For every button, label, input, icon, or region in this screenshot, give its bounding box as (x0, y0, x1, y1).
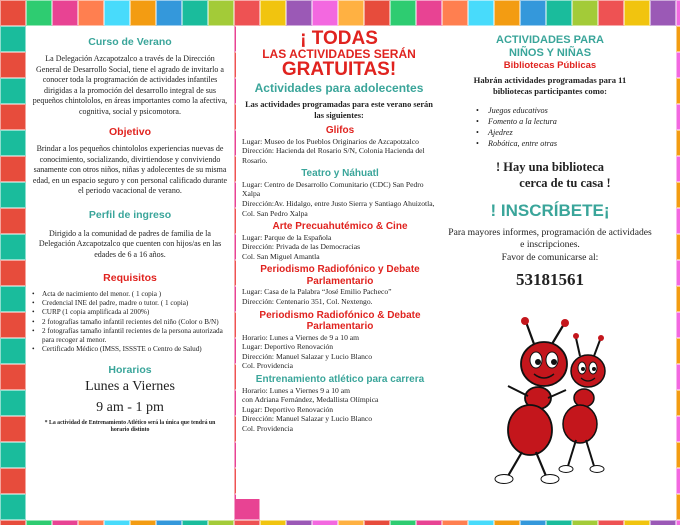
activity-title: Entrenamiento atlético para carrera (255, 374, 425, 385)
activity-title: Arte Precuahutémico & Cine (272, 221, 408, 233)
border-tile (156, 0, 182, 26)
curso-text: La Delegación Azcapotzalco a través de la Dirección General de Desarrollo Social, tiene el agrado de invitarlo a conocer toda la programación de actividades infantiles dirigidas a la promoción del desarrollo integral de sus pequeños chintololos, en áreas importantes como la afectiva, cognitiva, social y psicomotora. (32, 54, 228, 116)
border-tile (0, 520, 26, 525)
border-tile (312, 520, 338, 525)
requisito-item: • Credencial INE del padre, madre o tutor. ( 1 copia) (30, 299, 230, 308)
border-tile (364, 0, 390, 26)
border-tile (130, 520, 156, 525)
border-tile (78, 0, 104, 26)
border-tile (676, 0, 680, 26)
activity-detail: Col. San Miguel Amantla (242, 251, 320, 261)
phone-number: 53181561 (516, 270, 584, 289)
border-tile (676, 104, 680, 130)
border-tile (0, 156, 26, 182)
border-tile (0, 390, 26, 416)
activity-item: • Ajedrez (476, 127, 654, 138)
banner-line-2: LAS ACTIVIDADES SERÁN (262, 47, 416, 61)
border-tile (572, 0, 598, 26)
border-tile (104, 0, 130, 26)
activity-detail: con Adriana Fernández, Medallista Olímpica (242, 395, 379, 405)
curso-title: Curso de Verano (88, 36, 172, 48)
inscribete-heading: ! INSCRÍBETE¡ (490, 201, 610, 220)
bibliotecas-intro: Habrán actividades programadas para 11 bibliotecas participantes como: (473, 75, 627, 96)
border-tile (676, 390, 680, 416)
border-tile (286, 520, 312, 525)
border-tile (598, 0, 624, 26)
horarios-time: 9 am - 1 pm (96, 400, 164, 416)
border-tile (0, 26, 26, 52)
activity-detail: Lugar: Parque de la Española (242, 232, 332, 242)
border-tile (130, 0, 156, 26)
border-tile (520, 0, 546, 26)
activity-detail: Horario: Lunes a Viernes 9 a 10 am (242, 385, 351, 395)
activity-detail: Dirección: Hacienda del Rosario S/N, Colonia Hacienda del Rosario. (242, 146, 425, 165)
border-tile (442, 520, 468, 525)
border-tile (208, 520, 234, 525)
info-text: Para mayores informes, programación de actividades e inscripciones. (448, 227, 652, 250)
border-tile (0, 286, 26, 312)
border-tile (0, 0, 26, 26)
border-tile (52, 520, 78, 525)
border-tile (26, 0, 52, 26)
border-tile (624, 0, 650, 26)
middle-panel (236, 26, 442, 499)
border-tile (364, 520, 390, 525)
horarios-title: Horarios (108, 364, 152, 377)
activity-detail: Lugar: Museo de los Pueblos Originarios de Azcapotzalco (242, 136, 419, 146)
border-tile (546, 0, 572, 26)
perfil-text: Dirigido a la comunidad de padres de familia de la Delegación Azcapotzalco que cuenten con hijos/as en las edades de 6 a 16 años. (38, 228, 222, 259)
border-tile (676, 78, 680, 104)
border-tile (598, 520, 624, 525)
activity-detail: Lugar: Centro de Desarrollo Comunitario (CDC) San Pedro Xalpa (242, 179, 424, 199)
border-tile (260, 0, 286, 26)
activity-detail: Dirección: Manuel Salazar y Lucio Blanco (242, 414, 373, 424)
activity-title: Periodismo Radiofónico y Debate Parlamentario (260, 264, 420, 287)
border-tile (0, 468, 26, 494)
horarios-days: Lunes a Viernes (85, 379, 175, 395)
activity-items (476, 105, 654, 149)
border-tile (0, 312, 26, 338)
border-tile (0, 442, 26, 468)
banner-line-1: ¡ TODAS (300, 28, 378, 49)
activity-detail: Lugar: Casa de la Palabra “José Emilio Pacheco” (242, 287, 392, 297)
border-tile (676, 260, 680, 286)
favor-text: Favor de comunicarse al: (501, 252, 599, 263)
biblioteca-line-2: cerca de tu casa ! (519, 176, 611, 190)
requisitos-title: Requisitos (103, 272, 157, 284)
activity-title: Glifos (325, 125, 355, 136)
border-tile (676, 312, 680, 338)
requisito-item: • 2 fotografías tamaño infantil recientes del niño (Color o B/N) (30, 318, 230, 327)
border-tile (0, 260, 26, 286)
border-tile (338, 520, 364, 525)
border-tile (520, 520, 546, 525)
border-tile (468, 520, 494, 525)
right-panel (446, 26, 654, 499)
border-tile (624, 520, 650, 525)
border-tile (676, 364, 680, 390)
border-tile (468, 0, 494, 26)
activity-detail: Col. Providencia (242, 423, 294, 433)
border-tile (182, 520, 208, 525)
border-tile (390, 520, 416, 525)
small-ant-icon (559, 333, 605, 473)
border-tile (0, 52, 26, 78)
border-tile (0, 234, 26, 260)
border-tile (676, 234, 680, 260)
activity-title: Teatro y Náhuatl (301, 168, 379, 180)
border-tile (0, 364, 26, 390)
banner-line-3: GRATUITAS! (281, 59, 397, 80)
border-tile (234, 0, 260, 26)
requisitos-list (30, 290, 230, 354)
activity-item: • Robótica, entre otras (476, 138, 654, 149)
border-tile (0, 182, 26, 208)
border-tile (650, 520, 676, 525)
activity-item: • Fomento a la lectura (476, 116, 654, 127)
border-tile (182, 0, 208, 26)
perfil-title: Perfil de ingreso (88, 208, 172, 221)
border-tile (78, 520, 104, 525)
objetivo-text: Brindar a los pequeños chintololos experiencias nuevas de conocimiento, socializando, divirtiendose y conviviendo sanamente con otros niños, niñas y adolecentes de su misma edad, en un espacio seguro y con personal calificado durante el periodo vacacional de verano. (32, 144, 228, 195)
border-tile (416, 0, 442, 26)
border-tile (286, 0, 312, 26)
border-tile (676, 182, 680, 208)
objetivo-title: Objetivo (108, 126, 151, 138)
border-tile (104, 520, 130, 525)
border-tile (676, 494, 680, 520)
border-tile (0, 208, 26, 234)
activity-title: Periodismo Radiofónico & Debate Parlamentario (259, 309, 421, 333)
border-tile (676, 130, 680, 156)
bibliotecas-subtitle: Bibliotecas Públicas (503, 60, 597, 71)
requisito-item: • Acta de nacimiento del menor. ( 1 copia ) (30, 290, 230, 299)
requisito-item: • 2 fotografías tamaño infantil recientes de la persona autorizada para recoger al menor. (30, 327, 230, 345)
biblioteca-line-1: ! Hay una biblioteca (496, 160, 604, 174)
border-tile (312, 0, 338, 26)
activity-detail: Dirección: Privada de las Democracias (242, 242, 361, 252)
border-tile (494, 0, 520, 26)
border-tile (546, 520, 572, 525)
border-tile (572, 520, 598, 525)
border-tile (52, 0, 78, 26)
activity-detail: Dirección:Av. Hidalgo, entre Justo Sierra y Santiago Ahuizotla, Col. San Pedro Xalpa (242, 198, 435, 218)
border-tile (260, 520, 286, 525)
activity-item: • Juegos educativos (476, 105, 654, 116)
activity-detail: Lugar: Deportivo Renovación (242, 404, 334, 414)
border-tile (0, 416, 26, 442)
border-tile (234, 520, 260, 525)
border-tile (0, 78, 26, 104)
activities-intro: Las actividades programadas para este verano serán las siguientes: (245, 100, 433, 120)
activity-detail: Horario: Lunes a Viernes de 9 a 10 am (242, 332, 360, 342)
left-panel (26, 26, 234, 499)
activity-detail: Dirección: Centenario 351, Col. Nextengo. (242, 297, 373, 307)
border-tile (0, 494, 26, 520)
requisito-item: • CURP (1 copia amplificada al 200%) (30, 308, 230, 317)
border-tile (676, 52, 680, 78)
border-tile (676, 338, 680, 364)
border-tile (494, 520, 520, 525)
ants-illustration (472, 316, 632, 491)
kids-title-2: NIÑOS Y NIÑAS (508, 47, 592, 59)
horarios-note: * La actividad de Entrenamiento Atlético será la única que tendrá un horario distinto (44, 420, 216, 434)
activities-subtitle: Actividades para adolecentes (254, 81, 424, 95)
border-tile (0, 104, 26, 130)
border-tile (156, 520, 182, 525)
border-tile (676, 286, 680, 312)
border-tile (676, 416, 680, 442)
border-tile (0, 338, 26, 364)
border-tile (338, 0, 364, 26)
activity-detail: Dirección: Manuel Salazar y Lucio Blanco (242, 351, 373, 361)
border-tile (676, 442, 680, 468)
activity-detail: Lugar: Deportivo Renovación (242, 342, 334, 352)
border-tile (676, 156, 680, 182)
border-tile (676, 26, 680, 52)
border-tile (208, 0, 234, 26)
border-tile (0, 130, 26, 156)
activity-detail: Col. Providencia (242, 361, 294, 371)
border-tile (676, 208, 680, 234)
border-tile (676, 468, 680, 494)
border-tile (416, 520, 442, 525)
requisito-item: • Certificado Médico (IMSS, ISSSTE o Centro de Salud) (30, 345, 230, 354)
border-tile (676, 520, 680, 525)
border-tile (442, 0, 468, 26)
border-tile (390, 0, 416, 26)
activities-list (242, 125, 438, 433)
border-tile (26, 520, 52, 525)
big-ant-icon (495, 317, 569, 484)
border-tile (650, 0, 676, 26)
kids-title-1: ACTIVIDADES PARA (496, 34, 604, 46)
